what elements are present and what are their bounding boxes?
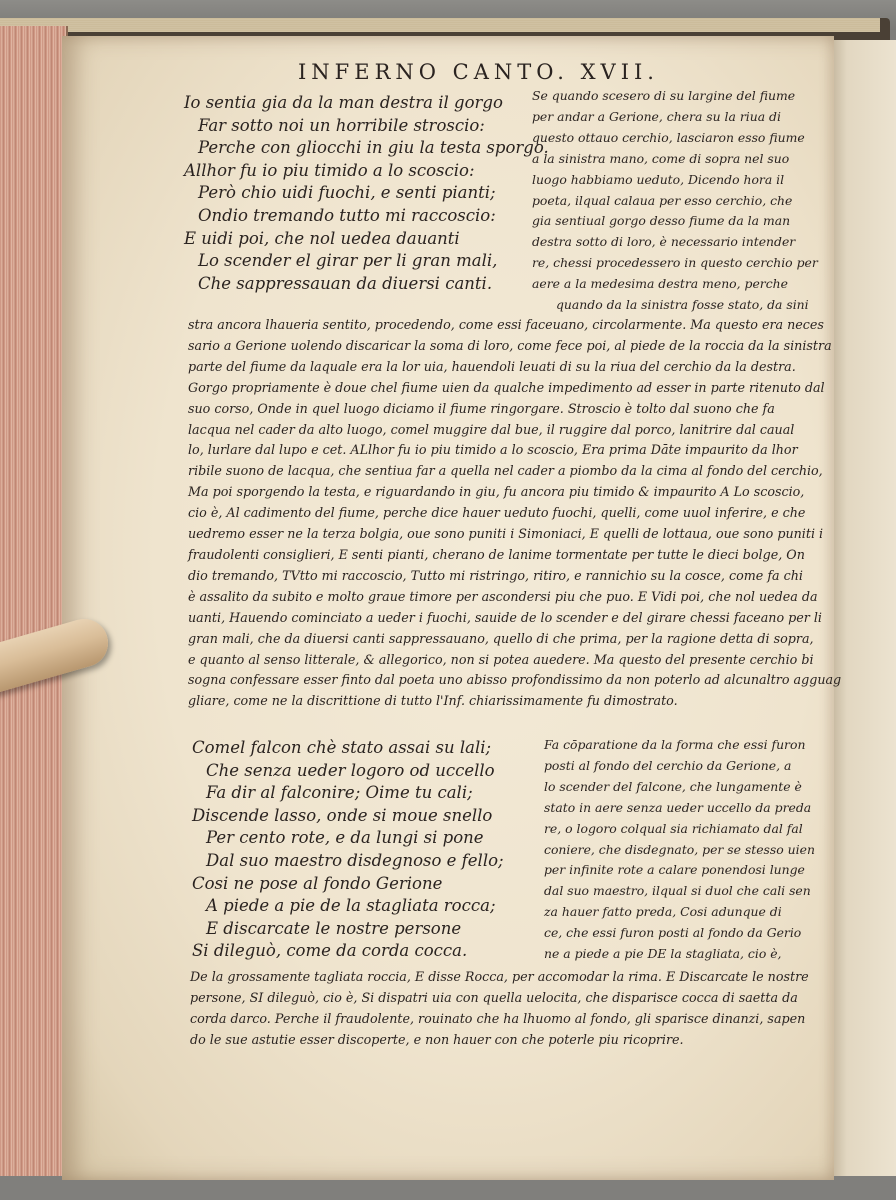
running-header: INFERNO CANTO. XVII. bbox=[298, 60, 659, 84]
verse-line: Allhor fu io piu timido a lo scoscio: bbox=[184, 160, 475, 180]
commentary-line: quando da la sinistra fosse stato, da sini bbox=[556, 297, 809, 313]
commentary-line: lacqua nel cader da alto luogo, comel muggire dal bue, il ruggire dal porco, lanitrire dal caual bbox=[188, 421, 795, 437]
commentary-line: lo scender del falcone, che lungamente è bbox=[544, 778, 802, 794]
verse-line: Cosi ne pose al fondo Gerione bbox=[192, 873, 443, 893]
commentary-line: uanti, Hauendo cominciato a ueder i fuochi, sauide de lo scender e del girare chessi faceano per li bbox=[188, 609, 822, 625]
commentary-block-1 bbox=[188, 315, 841, 712]
commentary-line: dio tremando, TVtto mi raccoscio, Tutto mi ristringo, ritiro, e rannichio su la cosce, come fa chi bbox=[188, 567, 803, 583]
commentary-line: dal suo maestro, ilqual si duol che cali sen bbox=[544, 883, 811, 899]
commentary-line: ne a piede a pie DE la stagliata, cio è, bbox=[544, 946, 782, 962]
commentary-line: suo corso, Onde in quel luogo diciamo il fiume ringorgare. Stroscio è tolto dal suono che fa bbox=[188, 400, 775, 416]
commentary-line: poeta, ilqual calaua per esso cerchio, che bbox=[532, 192, 793, 208]
commentary-line: per infinite rote a calare ponendosi lunge bbox=[544, 862, 805, 878]
commentary-line: parte del fiume da laquale era la lor uia, hauendoli leuati di su la riua del cerchio da la destra. bbox=[188, 358, 796, 374]
commentary-line: cio è, Al cadimento del fiume, perche dice hauer ueduto fuochi, quelli, come uuol inferire, e che bbox=[188, 505, 806, 521]
commentary-line: re, o logoro colqual sia richiamato dal fal bbox=[544, 820, 803, 836]
commentary-line: ribile suono de lacqua, che sentiua far a quella nel cader a piombo da la cima al fondo del cerchio, bbox=[188, 463, 823, 479]
commentary-line: lo, lurlare dal lupo e cet. ALlhor fu io piu timido a lo scoscio, Era prima Dāte impaurito da lhor bbox=[188, 442, 798, 458]
commentary-line: stato in aere senza ueder uccello da preda bbox=[544, 799, 812, 815]
page-block-top-edge bbox=[0, 18, 880, 32]
page-block-side-edge bbox=[0, 26, 68, 1176]
commentary-line: posti al fondo del cerchio da Gerione, a bbox=[544, 757, 792, 773]
commentary-line: sario a Gerione uolendo discaricar la soma di loro, come fece poi, al piede de la roccia da la sinistra bbox=[188, 337, 832, 353]
verse-line: Comel falcon chè stato assai su lali; bbox=[192, 738, 492, 757]
commentary-line: persone, SI dileguò, cio è, Si dispatri uia con quella uelocita, che disparisce cocca di saetta da bbox=[190, 989, 798, 1005]
verse-line: Si dileguò, come da corda cocca. bbox=[192, 941, 468, 961]
verse-line: E uidi poi, che nol uedea dauanti bbox=[184, 228, 460, 248]
commentary-line: è assalito da subito e molto graue timore per ascondersi piu che puo. E Vidi poi, che nol uedea da bbox=[188, 588, 818, 604]
commentary-line: do le sue astutie esser discoperte, e non hauer con che poterle piu ricoprire. bbox=[190, 1031, 684, 1047]
verse-line: Lo scender el girar per li gran mali, bbox=[198, 251, 498, 271]
commentary-line: per andar a Gerione, chera su la riua di bbox=[532, 108, 781, 124]
commentary-line: gliare, come ne la discrittione di tutto l'Inf. chiarissimamente fu dimostrato. bbox=[188, 693, 678, 709]
verse-line: Per cento rote, e da lungi si pone bbox=[206, 828, 484, 848]
commentary-line: coniere, che disdegnato, per se stesso uien bbox=[544, 841, 815, 857]
verse-line: Io sentia gia da la man destra il gorgo bbox=[184, 93, 503, 112]
verse-line: Discende lasso, onde si moue snello bbox=[192, 805, 493, 825]
commentary-line: stra ancora lhaueria sentito, procedendo, come essi faceuano, circolarmente. Ma questo era neces bbox=[188, 317, 824, 332]
commentary-line: corda darco. Perche il fraudolente, rouinato che ha lhuomo al fondo, gli sparisce dinanzi, sapen bbox=[190, 1010, 806, 1026]
verse-line: Fa dir al falconire; Oime tu cali; bbox=[206, 783, 473, 803]
commentary-side-2 bbox=[544, 735, 815, 965]
verse-block-1 bbox=[184, 92, 549, 295]
verse-line: Far sotto noi un horribile stroscio: bbox=[198, 115, 485, 135]
commentary-side-1 bbox=[532, 86, 818, 316]
commentary-line: destra sotto di loro, è necessario intender bbox=[532, 234, 796, 250]
commentary-line: aere a la medesima destra meno, perche bbox=[532, 276, 788, 292]
verse-line: A piede a pie de la stagliata rocca; bbox=[206, 896, 496, 916]
commentary-line: a la sinistra mano, come di sopra nel suo bbox=[532, 150, 790, 166]
commentary-line: ce, che essi furon posti al fondo da Gerio bbox=[544, 925, 802, 941]
verse-block-2 bbox=[192, 737, 504, 963]
commentary-line: fraudolenti consiglieri, E senti pianti, cherano de lanime tormentate per tutte le dieci bolge, On bbox=[188, 546, 805, 562]
verse-line: Ondio tremando tutto mi raccoscio: bbox=[198, 205, 496, 225]
commentary-line: e quanto al senso litterale, & allegorico, non si potea auedere. Ma questo del presente cerchio bi bbox=[188, 651, 814, 667]
verse-line: Che sappressauan da diuersi canti. bbox=[198, 273, 493, 293]
commentary-line: Gorgo propriamente è doue chel fiume uien da qualche impedimento ad esser in parte ritenuto dal bbox=[188, 379, 825, 395]
commentary-line: Ma poi sporgendo la testa, e riguardando in giu, fu ancora piu timido & impaurito A Lo scoscio, bbox=[188, 484, 805, 500]
commentary-line: sogna confessare esser finto dal poeta uno abisso profondissimo da non poterlo ad alcunaltro agguag bbox=[188, 672, 842, 688]
commentary-line: re, chessi procedessero in questo cerchio per bbox=[532, 255, 818, 271]
commentary-line: luogo habbiamo ueduto, Dicendo hora il bbox=[532, 171, 785, 187]
commentary-line: Se quando scesero di su largine del fiume bbox=[532, 88, 796, 103]
verse-line: Che senza ueder logoro od uccello bbox=[206, 760, 495, 780]
verse-line: E discarcate le nostre persone bbox=[206, 918, 462, 938]
commentary-line: za hauer fatto preda, Cosi adunque di bbox=[544, 904, 782, 920]
verse-line: Però chio uidi fuochi, e senti pianti; bbox=[198, 183, 496, 203]
commentary-line: uedremo esser ne la terza bolgia, oue sono puniti i Simoniaci, E quelli de lottaua, oue sono puniti i bbox=[188, 526, 824, 542]
commentary-line: gia sentiual gorgo desso fiume da la man bbox=[532, 213, 791, 229]
verse-line: Dal suo maestro disdegnoso e fello; bbox=[206, 850, 504, 870]
verse-line: Perche con gliocchi in giu la testa sporgo. bbox=[198, 138, 549, 158]
commentary-line: De la grossamente tagliata roccia, E disse Rocca, per accomodar la rima. E Discarcate le nostre bbox=[190, 969, 809, 984]
commentary-line: questo ottauo cerchio, lasciaron esso fiume bbox=[532, 129, 805, 145]
commentary-block-2 bbox=[190, 967, 809, 1051]
commentary-line: gran mali, che da diuersi canti sappressauano, quello di che prima, per la ragione detta di sopra, bbox=[188, 630, 814, 646]
commentary-line: Fa cōparatione da la forma che essi furon bbox=[544, 737, 806, 752]
